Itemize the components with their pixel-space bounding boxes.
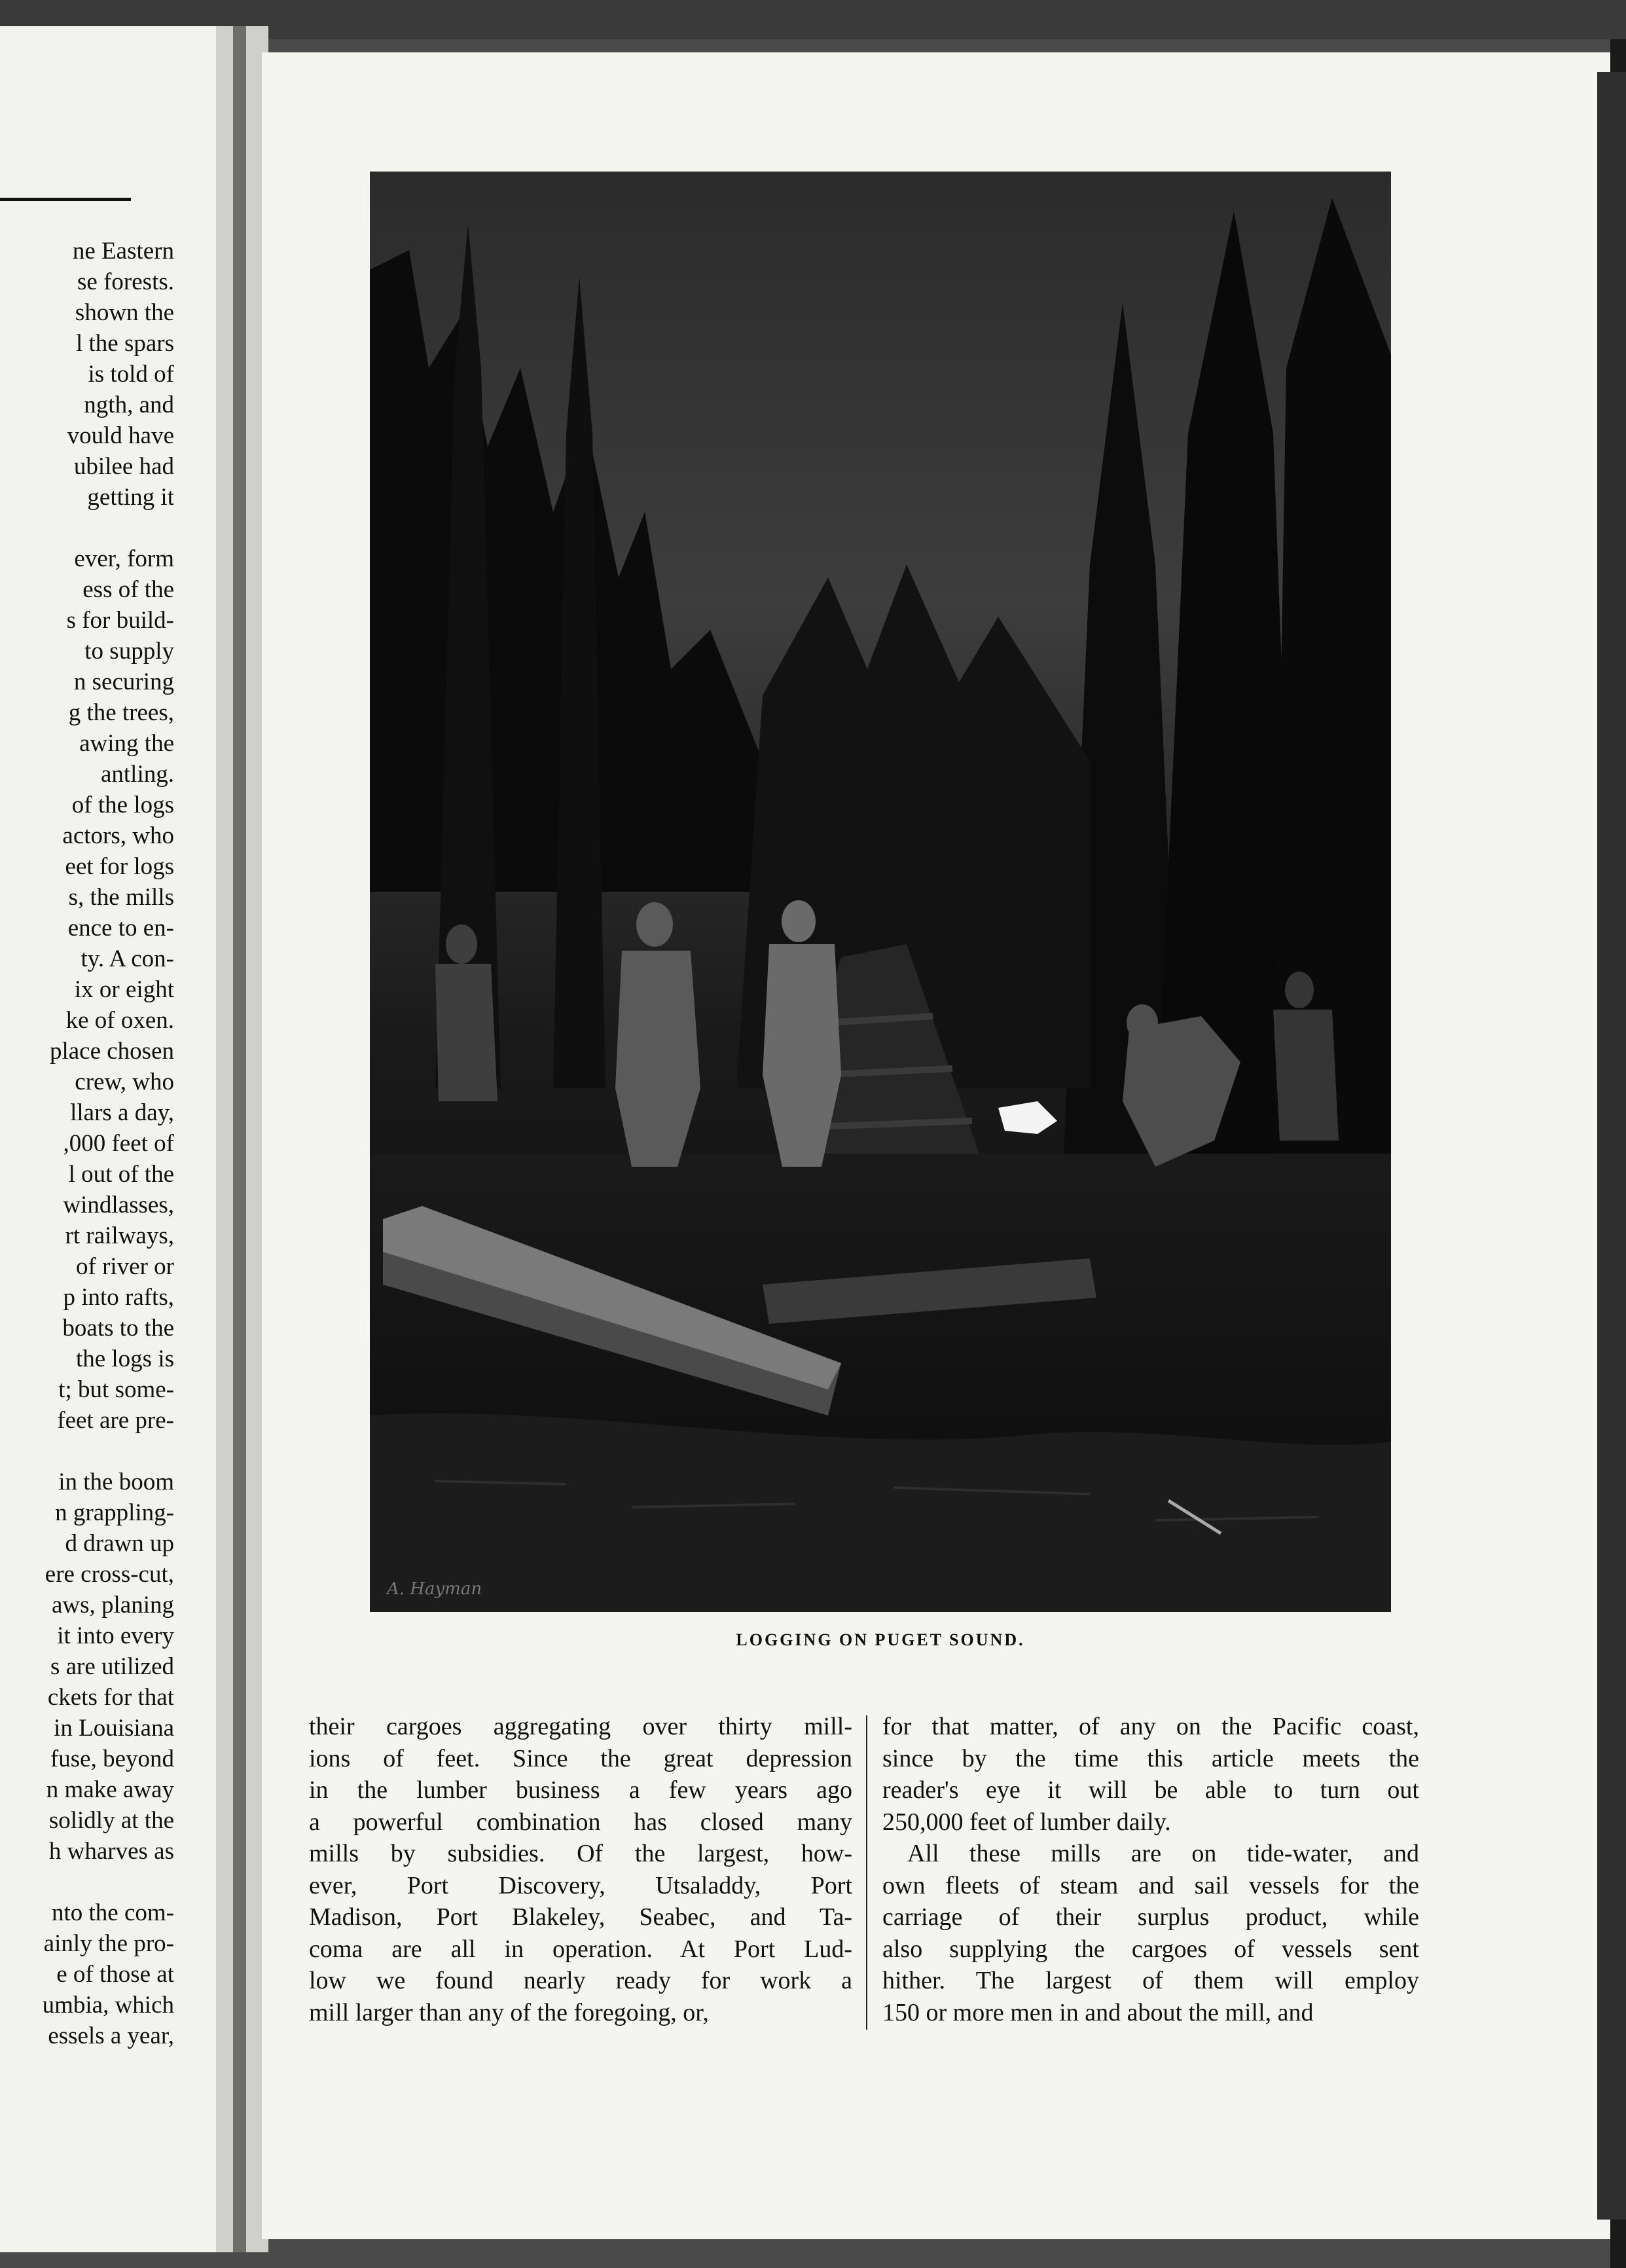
text-line: is told of	[88, 361, 174, 388]
text-line: n securing	[73, 668, 174, 695]
text-line: ere cross-cut,	[45, 1561, 174, 1588]
text-line: boats to the	[62, 1315, 174, 1342]
text-line: in the lumber business a few years ago	[309, 1776, 852, 1804]
text-line: llars a day,	[70, 1099, 174, 1126]
text-line: for that matter, of any on the Pacific coast,	[882, 1713, 1419, 1740]
text-line: shown the	[75, 299, 174, 326]
text-line: crew, who	[75, 1069, 174, 1095]
text-line: ainly the pro-	[43, 1930, 174, 1957]
text-line: vould have	[67, 422, 174, 449]
figure-caption: LOGGING ON PUGET SOUND.	[736, 1630, 1025, 1649]
text-line: to supply	[84, 638, 174, 665]
text-line: the logs is	[75, 1345, 174, 1372]
article-right-column	[882, 1711, 1419, 2028]
text-line: also supplying the cargoes of vessels sent	[882, 1935, 1419, 1963]
text-line: coma are all in operation. At Port Lud-	[309, 1935, 852, 1963]
left-page	[0, 26, 216, 2252]
engraving-artwork	[370, 172, 1391, 1612]
text-line: essels a year,	[48, 2022, 174, 2049]
column-divider	[866, 1715, 867, 2030]
article-left-column	[309, 1711, 852, 2028]
text-line: 150 or more men in and about the mill, and	[882, 1998, 1314, 2026]
text-line: actors, who	[62, 822, 174, 849]
text-line: it into every	[57, 1622, 174, 1649]
text-line: of river or	[76, 1253, 174, 1280]
text-line: All these mills are on tide-water, and	[907, 1840, 1419, 1867]
text-line: Madison, Port Blakeley, Seabec, and Ta-	[309, 1903, 852, 1931]
text-line: ix or eight	[74, 976, 174, 1003]
text-line: their cargoes aggregating over thirty mill-	[309, 1713, 852, 1740]
text-line	[0, 1436, 174, 1467]
text-line: umbia, which	[42, 1992, 174, 2019]
logging-illustration	[370, 172, 1391, 1612]
text-line: place chosen	[49, 1038, 174, 1065]
text-line: awing the	[79, 730, 174, 757]
text-line: d drawn up	[65, 1530, 174, 1557]
text-line: ions of feet. Since the great depression	[309, 1744, 852, 1772]
text-line: ckets for that	[47, 1684, 174, 1711]
text-line: low we found nearly ready for work a	[309, 1967, 852, 1994]
text-line: ,000 feet of	[63, 1130, 174, 1157]
text-line: s for build-	[66, 607, 174, 634]
text-line: ke of oxen.	[65, 1007, 174, 1034]
text-line: mills by subsidies. Of the largest, how-	[309, 1840, 852, 1867]
text-line: h wharves as	[48, 1838, 174, 1865]
text-line: ngth, and	[84, 392, 174, 418]
text-line: reader's eye it will be able to turn out	[882, 1776, 1419, 1804]
text-line: t; but some-	[58, 1376, 174, 1403]
text-line: aws, planing	[51, 1592, 174, 1619]
artist-signature: A. Hayman	[387, 1579, 482, 1599]
text-line: n grappling-	[55, 1499, 174, 1526]
text-line: l out of the	[68, 1161, 174, 1188]
text-line: feet are pre-	[57, 1407, 174, 1434]
text-line: p into rafts,	[63, 1284, 174, 1311]
text-line: nto the com-	[51, 1899, 174, 1926]
text-line: eet for logs	[65, 853, 174, 880]
page-right-shadow	[1597, 72, 1626, 2220]
text-line: in Louisiana	[54, 1715, 174, 1742]
text-line: solidly at the	[48, 1807, 174, 1834]
text-line: e of those at	[56, 1961, 174, 1988]
text-line: ne Eastern	[72, 238, 174, 265]
text-line: fuse, beyond	[50, 1746, 174, 1772]
text-line: mill larger than any of the foregoing, or,	[309, 1998, 709, 2026]
text-line: since by the time this article meets the	[882, 1744, 1419, 1772]
text-line: own fleets of steam and sail vessels for the	[882, 1871, 1419, 1899]
text-line: rt railways,	[65, 1222, 174, 1249]
book-gutter-shadow	[233, 26, 246, 2252]
text-line	[0, 513, 174, 543]
text-line: getting it	[87, 484, 174, 511]
left-page-rule	[0, 198, 131, 201]
text-line: n make away	[46, 1776, 174, 1803]
text-line: ess of the	[82, 576, 174, 603]
text-line: ever, form	[74, 545, 174, 572]
text-line: windlasses,	[63, 1192, 174, 1218]
text-line: s are utilized	[50, 1653, 174, 1680]
text-line: in the boom	[58, 1469, 174, 1495]
text-line: 250,000 feet of lumber daily.	[882, 1808, 1171, 1836]
text-line	[0, 1867, 174, 1897]
text-line: ubilee had	[73, 453, 174, 480]
text-line: ty. A con-	[81, 945, 174, 972]
text-line: g the trees,	[68, 699, 174, 726]
text-line: ever, Port Discovery, Utsaladdy, Port	[309, 1871, 852, 1899]
text-line: of the logs	[71, 792, 174, 818]
text-line: carriage of their surplus product, while	[882, 1903, 1419, 1931]
text-line: ence to en-	[67, 915, 174, 942]
text-line: hither. The largest of them will employ	[882, 1967, 1419, 1994]
text-line: a powerful combination has closed many	[309, 1808, 852, 1836]
left-page-text-column	[0, 236, 174, 2051]
text-line: l the spars	[75, 330, 174, 357]
text-line: se forests.	[77, 268, 174, 295]
text-line: antling.	[100, 761, 174, 788]
text-line: s, the mills	[68, 884, 174, 911]
